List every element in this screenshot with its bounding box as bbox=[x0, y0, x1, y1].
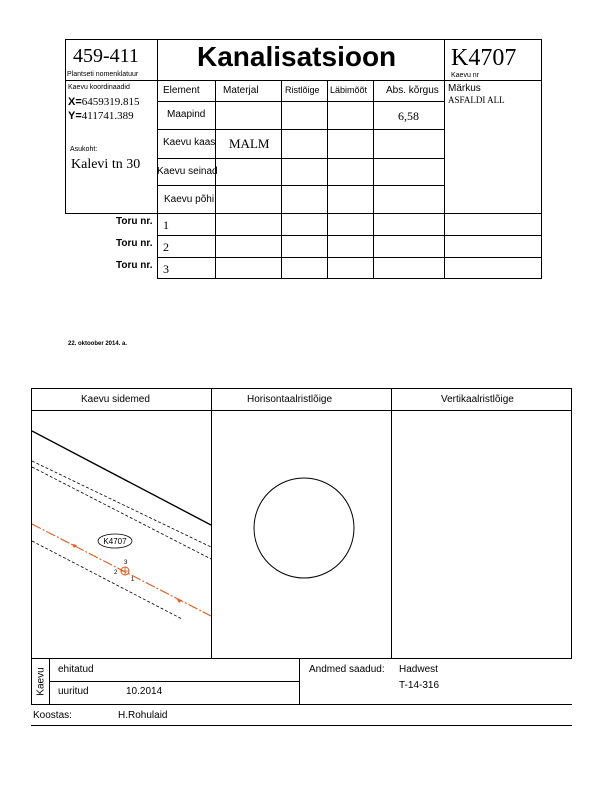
col-header-abs: Abs. kõrgus bbox=[386, 85, 439, 96]
row-abs-maapind: 6,58 bbox=[398, 109, 419, 123]
col-header-element: Element bbox=[163, 85, 200, 96]
footer-data-value-1: Hadwest bbox=[399, 664, 438, 675]
well-number: K4707 bbox=[451, 45, 517, 71]
y-coordinate: Y=411741.389 bbox=[68, 110, 134, 122]
row-element-kaevu-kaas: Kaevu kaas bbox=[163, 137, 216, 148]
flow-arrow-icon bbox=[72, 544, 77, 548]
location-label: Asukoht: bbox=[70, 146, 98, 153]
sheet-number: 459-411 bbox=[73, 45, 139, 67]
footer-data-value-2: T-14-316 bbox=[399, 680, 440, 691]
pipe-mark-2: 2 bbox=[114, 570, 118, 576]
panel-header-vertical: Vertikaalristlõige bbox=[441, 394, 514, 405]
row-element-kaevu-seinad: Kaevu seinad bbox=[157, 166, 218, 177]
panel-header-connections: Kaevu sidemed bbox=[81, 394, 150, 405]
pipe-mark-3: 3 bbox=[124, 560, 128, 566]
pipe-value-3: 3 bbox=[163, 262, 169, 276]
footer-built-label: ehitatud bbox=[58, 664, 94, 675]
row-element-kaevu-pohi: Kaevu põhi bbox=[164, 194, 215, 205]
col-header-markus: Märkus bbox=[448, 83, 481, 94]
location-value: Kalevi tn 30 bbox=[71, 157, 141, 172]
row-materjal-kaevu-kaas: MALM bbox=[229, 136, 270, 151]
footer-surveyed-label: uuritud bbox=[58, 686, 89, 697]
pipe-mark-1: 1 bbox=[131, 577, 135, 583]
street-edge-dashed-1 bbox=[32, 461, 211, 547]
well-label: K4707 bbox=[103, 537, 127, 546]
col-header-labimoot: Läbimõõt bbox=[330, 85, 368, 95]
row-markus-maapind: ASFALDI ALL bbox=[448, 95, 505, 105]
row-element-maapind: Maapind bbox=[167, 109, 206, 120]
pipe-label-1: Toru nr. bbox=[116, 216, 153, 227]
x-coordinate: X=6459319.815 bbox=[68, 96, 140, 108]
connections-sketch bbox=[32, 411, 211, 658]
pipe-value-1: 1 bbox=[163, 218, 169, 232]
well-number-label: Kaevu nr bbox=[451, 72, 480, 79]
footer-composed-label: Koostas: bbox=[33, 710, 72, 721]
footer-surveyed-value: 10.2014 bbox=[126, 686, 163, 697]
horizontal-section bbox=[212, 411, 391, 658]
footer-composed-value: H.Rohulaid bbox=[118, 710, 168, 721]
col-header-materjal: Materjal bbox=[223, 85, 259, 96]
panel-header-horizontal: Horisontaalristlõige bbox=[247, 394, 333, 405]
col-header-ristloige: Ristlõige bbox=[285, 85, 320, 95]
street-edge-line bbox=[32, 431, 211, 525]
pipe-label-2: Toru nr. bbox=[116, 238, 153, 249]
sheet-number-label: Plantseti nomenklatuur bbox=[67, 71, 139, 78]
well-section-circle bbox=[254, 478, 354, 578]
pipe-value-2: 2 bbox=[163, 240, 169, 254]
pipe-label-3: Toru nr. bbox=[116, 260, 153, 271]
road-dashed-lower bbox=[32, 541, 182, 619]
page-title: Kanalisatsioon bbox=[197, 41, 397, 72]
coordinates-label: Kaevu koordinaadid bbox=[68, 84, 130, 91]
footer-side-label: Kaevu bbox=[35, 667, 47, 696]
footer-data-label: Andmed saadud: bbox=[309, 664, 385, 675]
document-date: 22. oktoober 2014. a. bbox=[68, 341, 128, 347]
